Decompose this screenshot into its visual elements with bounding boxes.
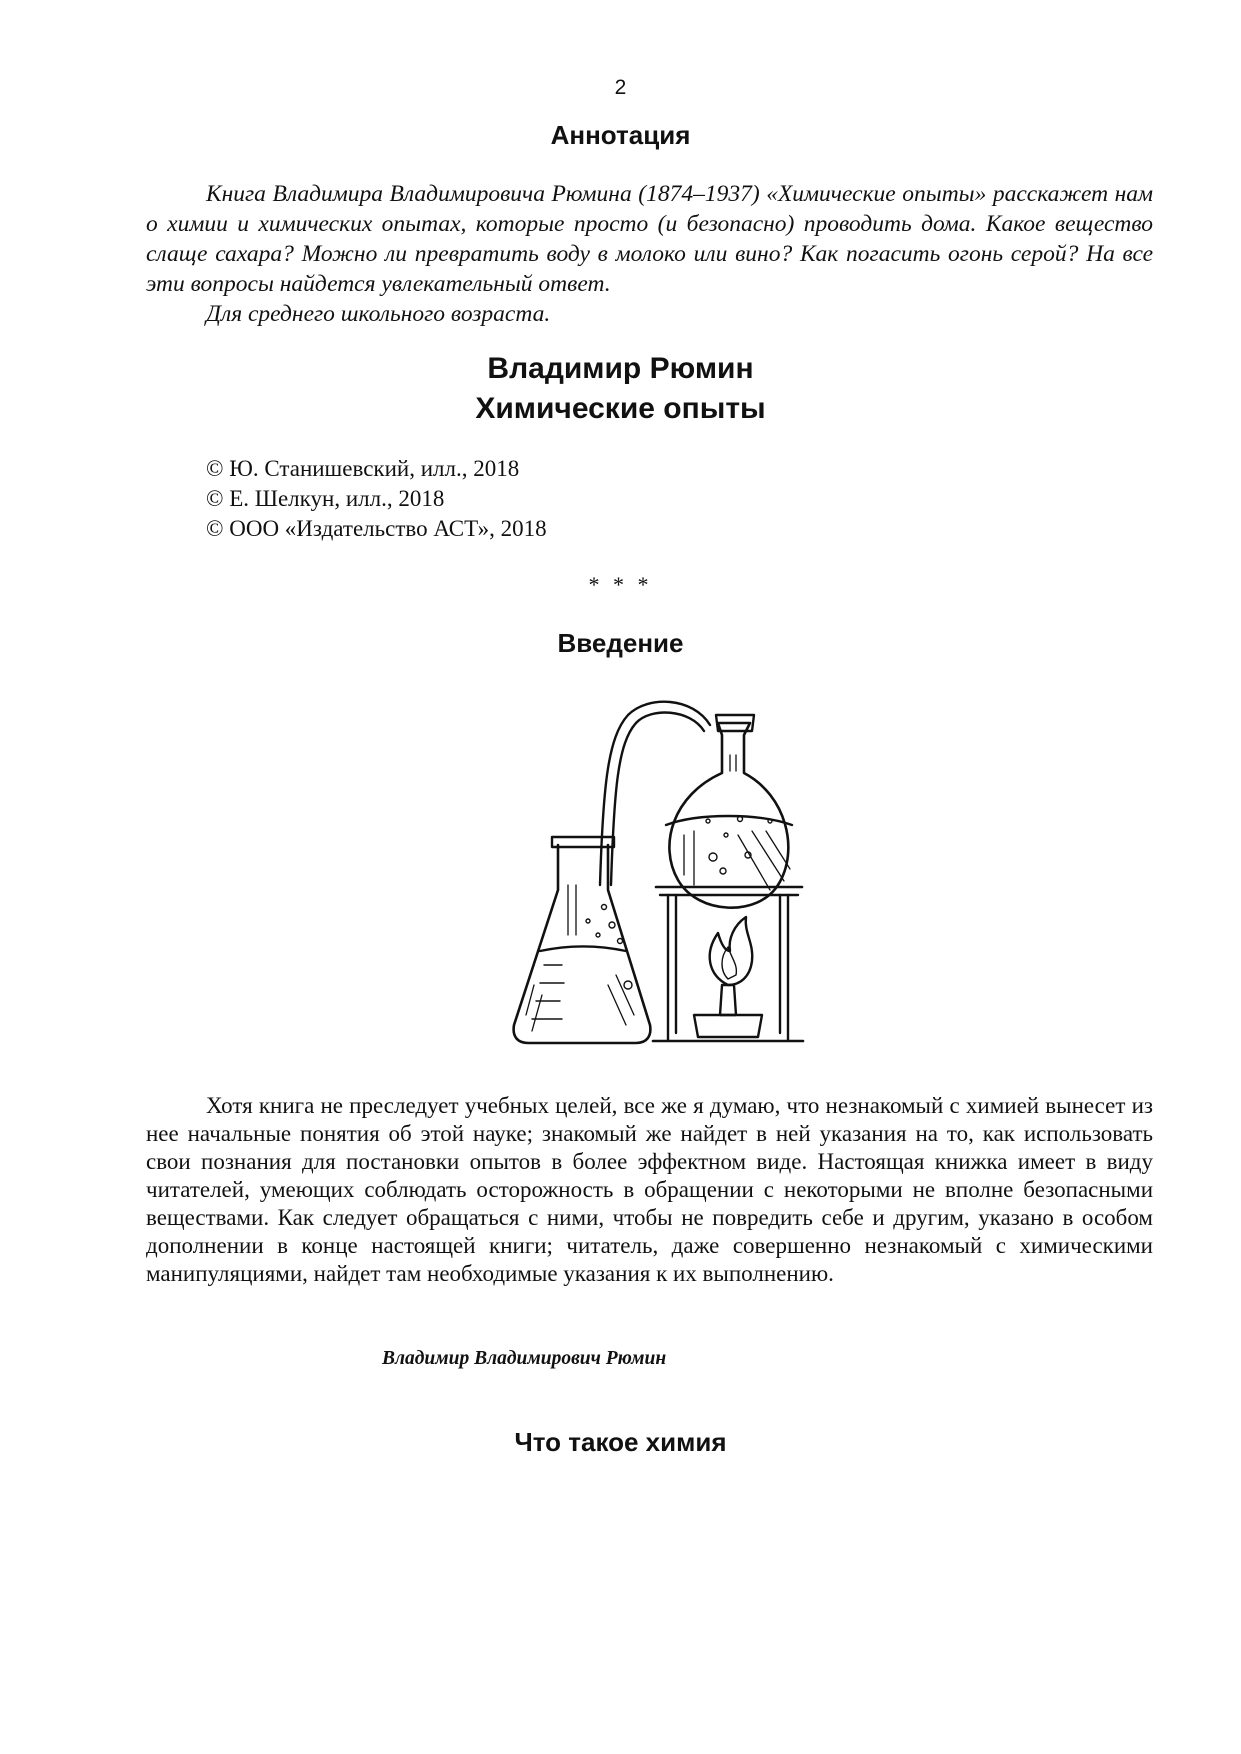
copyright-list	[206, 454, 547, 544]
author-signature: Владимир Владимирович Рюмин	[382, 1348, 667, 1369]
delivery-tube-inner	[611, 713, 704, 885]
annotation-paragraph: Книга Владимира Владимировича Рюмина (1874–1937) «Химические опыты» расскажет нам о химии и химических опытах, которые просто (и безопасно) проводить дома. Какое вещество слаще сахара? Можно ли превратить воду в молоко или вино? Как погасить огонь серой? На все эти вопросы найдется увлекательный ответ.	[146, 181, 1153, 297]
book-title	[0, 349, 1241, 429]
introduction-text: Хотя книга не преследует учебных целей, все же я думаю, что незнакомый с химией вынесет из нее начальные понятия об этой науке; знакомый же найдет в ней указания на то, как использовать свои познания для постановки опытов в более эффектном виде. Настоящая книжка имеет в виду читателей, умеющих соблюдать осторожность в обращении с некоторыми не вполне безопасными веществами. Как следует обращаться с ними, чтобы не повредить себе и другим, указано в особом дополнении в конце настоящей книги; читатель, даже совершенно незнакомый с химическими манипуляциями, найдет там необходимые указания к их выполнению.	[146, 1093, 1153, 1286]
burner-wick	[720, 985, 736, 1015]
annotation-paragraph: Для среднего школьного возраста.	[206, 301, 551, 327]
burner-body	[694, 1015, 762, 1037]
erlenmeyer-liquid	[540, 947, 626, 952]
burner-flame-inner	[722, 947, 736, 979]
erlenmeyer-flask	[514, 845, 651, 1043]
chemistry-distillation-illustration	[508, 685, 838, 1057]
annotation-heading: Аннотация	[550, 120, 691, 150]
flask-bubbles	[706, 817, 772, 875]
annotation-text	[146, 179, 1153, 329]
book-name: Химические опыты	[475, 392, 766, 425]
erlenmeyer-rim	[552, 837, 614, 847]
page-number: 2	[614, 76, 627, 99]
erlenmeyer-hatching	[526, 885, 634, 1031]
flask-hatching	[684, 755, 790, 890]
erlenmeyer-graduation	[532, 965, 564, 1019]
burner-flame	[710, 917, 753, 985]
copyright-line: © ООО «Издательство АСТ», 2018	[206, 516, 547, 541]
copyright-line: © Ю. Станишевский, илл., 2018	[206, 456, 520, 481]
book-author: Владимир Рюмин	[487, 352, 754, 385]
copyright-line: © Е. Шелкун, илл., 2018	[206, 486, 445, 511]
flask-liquid-line	[666, 816, 792, 825]
section-heading-what-is-chemistry: Что такое химия	[514, 1427, 727, 1457]
section-separator: * * *	[588, 572, 653, 597]
introduction-heading: Введение	[557, 628, 684, 658]
